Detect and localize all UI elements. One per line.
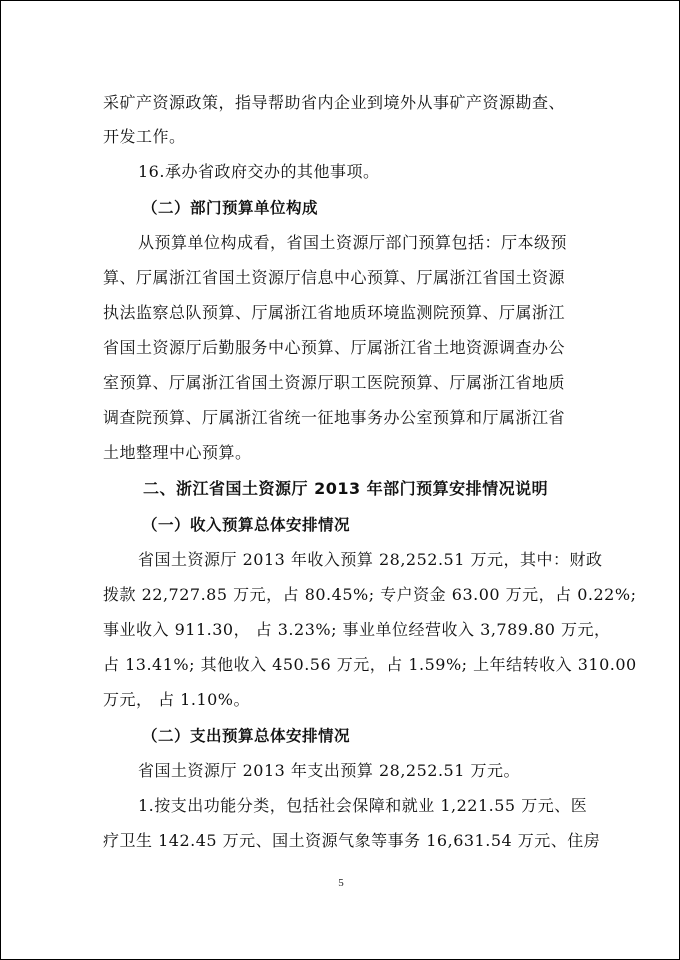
body-text-line: 占 13.41%; 其他收入 450.56 万元，占 1.59%; 上年结转收入 310.00 bbox=[103, 655, 637, 674]
body-text-line: 拨款 22,727.85 万元，占 80.45%; 专户资金 63.00 万元，占 0.22%; bbox=[103, 585, 637, 604]
page-number: 5 bbox=[338, 877, 344, 889]
section-heading-income: （一）收入预算总体安排情况 bbox=[142, 516, 351, 534]
body-text-line: 1.按支出功能分类，包括社会保障和就业 1,221.55 万元、医 bbox=[138, 796, 588, 815]
section-heading-unit-composition: （二）部门预算单位构成 bbox=[142, 199, 319, 217]
body-text-line: 调查院预算、厅属浙江省统一征地事务办公室预算和厅属浙江省 bbox=[103, 408, 566, 427]
body-text-line: 算、厅属浙江省国土资源厅信息中心预算、厅属浙江省国土资源 bbox=[103, 268, 566, 287]
body-text-line: 省国土资源厅后勤服务中心预算、厅属浙江省土地资源调查办公 bbox=[103, 338, 566, 357]
body-text-line: 省国土资源厅 2013 年支出预算 28,252.51 万元。 bbox=[138, 761, 520, 780]
body-text-line: 疗卫生 142.45 万元、国土资源气象等事务 16,631.54 万元、住房 bbox=[103, 831, 601, 850]
body-text-line: 万元， 占 1.10%。 bbox=[103, 690, 251, 709]
body-text-line: 省国土资源厅 2013 年收入预算 28,252.51 万元，其中：财政 bbox=[138, 550, 603, 569]
body-text-line: 事业收入 911.30， 占 3.23%; 事业单位经营收入 3,789.80 万元， bbox=[103, 620, 611, 639]
body-text-line: 室预算、厅属浙江省国土资源厅职工医院预算、厅属浙江省地质 bbox=[103, 373, 566, 392]
main-section-heading: 二、浙江省国土资源厅 2013 年部门预算安排情况说明 bbox=[143, 479, 549, 498]
body-text-line: 执法监察总队预算、厅属浙江省地质环境监测院预算、厅属浙江 bbox=[103, 303, 566, 322]
section-heading-expenditure: （二）支出预算总体安排情况 bbox=[142, 727, 351, 745]
body-text-line: 土地整理中心预算。 bbox=[103, 443, 252, 462]
body-text-line: 从预算单位构成看，省国土资源厅部门预算包括：厅本级预 bbox=[138, 233, 568, 252]
body-text-line: 开发工作。 bbox=[103, 127, 186, 146]
list-item-16: 16.承办省政府交办的其他事项。 bbox=[138, 162, 380, 181]
body-text-line: 采矿产资源政策，指导帮助省内企业到境外从事矿产资源勘查、 bbox=[103, 93, 566, 112]
